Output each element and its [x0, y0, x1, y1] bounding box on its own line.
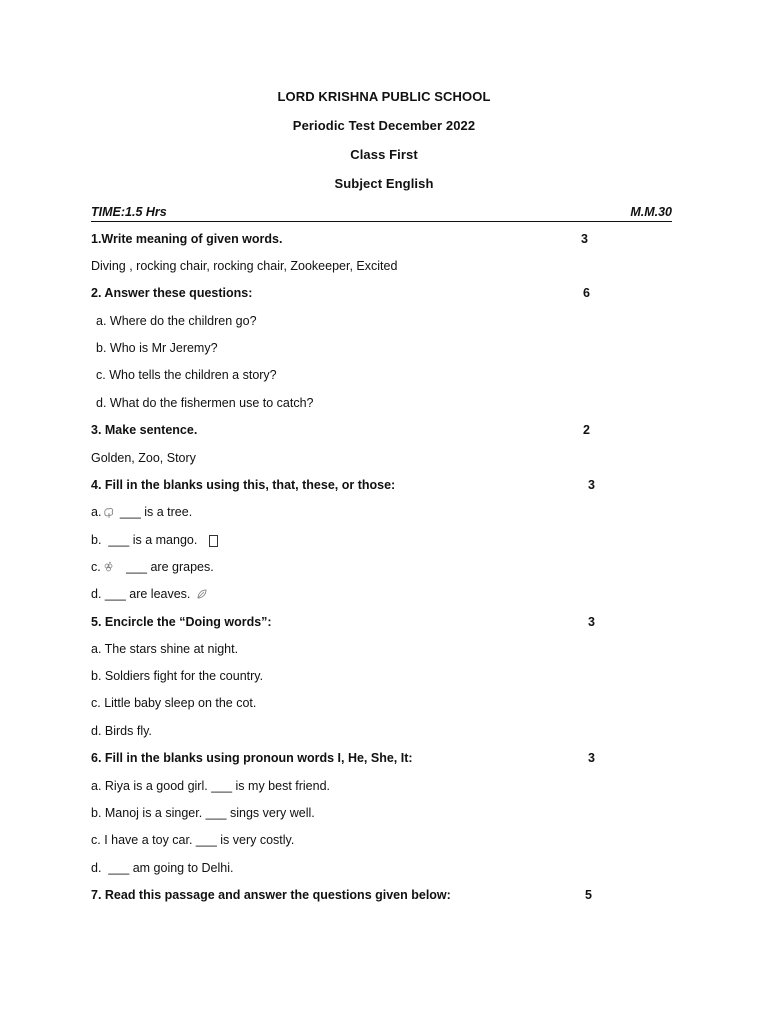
question-1-words: Diving , rocking chair, rocking chair, Zookeeper, Excited [91, 259, 398, 273]
mango-icon [209, 535, 218, 547]
subject-label: Subject English [334, 176, 434, 191]
question-6-title: 6. Fill in the blanks using pronoun words I, He, She, It: [91, 751, 413, 765]
question-4-item-c [91, 560, 214, 574]
question-1-marks: 3 [581, 232, 588, 246]
question-6-marks: 3 [588, 751, 595, 765]
question-4-item-a [91, 505, 192, 519]
test-title: Periodic Test December 2022 [292, 118, 476, 133]
question-6-item: d. ___ am going to Delhi. [91, 861, 234, 875]
question-4-marks: 3 [588, 478, 595, 492]
question-5-item: c. Little baby sleep on the cot. [91, 696, 257, 710]
question-4-title: 4. Fill in the blanks using this, that, these, or those: [91, 478, 396, 492]
item-label: d. [91, 587, 102, 601]
question-6-item: a. Riya is a good girl. ___ is my best friend. [91, 779, 331, 793]
question-5-item: d. Birds fly. [91, 724, 152, 738]
tree-icon [103, 507, 114, 518]
item-text: ___ are grapes. [126, 560, 214, 574]
school-name: LORD KRISHNA PUBLIC SCHOOL [277, 89, 491, 104]
question-2-item: d. What do the fishermen use to catch? [96, 396, 314, 410]
item-text: ___ is a tree. [119, 505, 193, 519]
time-label: TIME:1.5 Hrs [91, 205, 167, 219]
question-2-marks: 6 [583, 286, 590, 300]
question-6-item: c. I have a toy car. ___ is very costly. [91, 833, 295, 847]
question-6-item: b. Manoj is a singer. ___ sings very well. [91, 806, 315, 820]
question-7-title: 7. Read this passage and answer the questions given below: [91, 888, 451, 902]
question-1-title: 1.Write meaning of given words. [91, 232, 283, 246]
question-5-marks: 3 [588, 615, 595, 629]
max-marks-label: M.M.30 [630, 205, 672, 219]
question-5-item: a. The stars shine at night. [91, 642, 239, 656]
grapes-icon [103, 562, 114, 573]
item-label: c. [91, 560, 101, 574]
item-text: ___ are leaves. [104, 587, 191, 601]
item-text: ___ is a mango. [108, 533, 198, 547]
question-2-item: b. Who is Mr Jeremy? [96, 341, 218, 355]
question-5-item: b. Soldiers fight for the country. [91, 669, 264, 683]
time-marks-row [91, 205, 672, 222]
question-2-title: 2. Answer these questions: [91, 286, 253, 300]
question-7-marks: 5 [585, 888, 592, 902]
question-3-words: Golden, Zoo, Story [91, 451, 196, 465]
class-label: Class First [350, 147, 418, 162]
item-label: a. [91, 505, 102, 519]
leaves-icon [196, 589, 207, 600]
question-2-item: a. Where do the children go? [96, 314, 257, 328]
question-4-item-b [91, 533, 220, 547]
question-5-title: 5. Encircle the “Doing words”: [91, 615, 272, 629]
question-3-title: 3. Make sentence. [91, 423, 198, 437]
item-label: b. [91, 533, 102, 547]
question-4-item-d [91, 587, 209, 601]
question-2-item: c. Who tells the children a story? [96, 368, 277, 382]
question-3-marks: 2 [583, 423, 590, 437]
